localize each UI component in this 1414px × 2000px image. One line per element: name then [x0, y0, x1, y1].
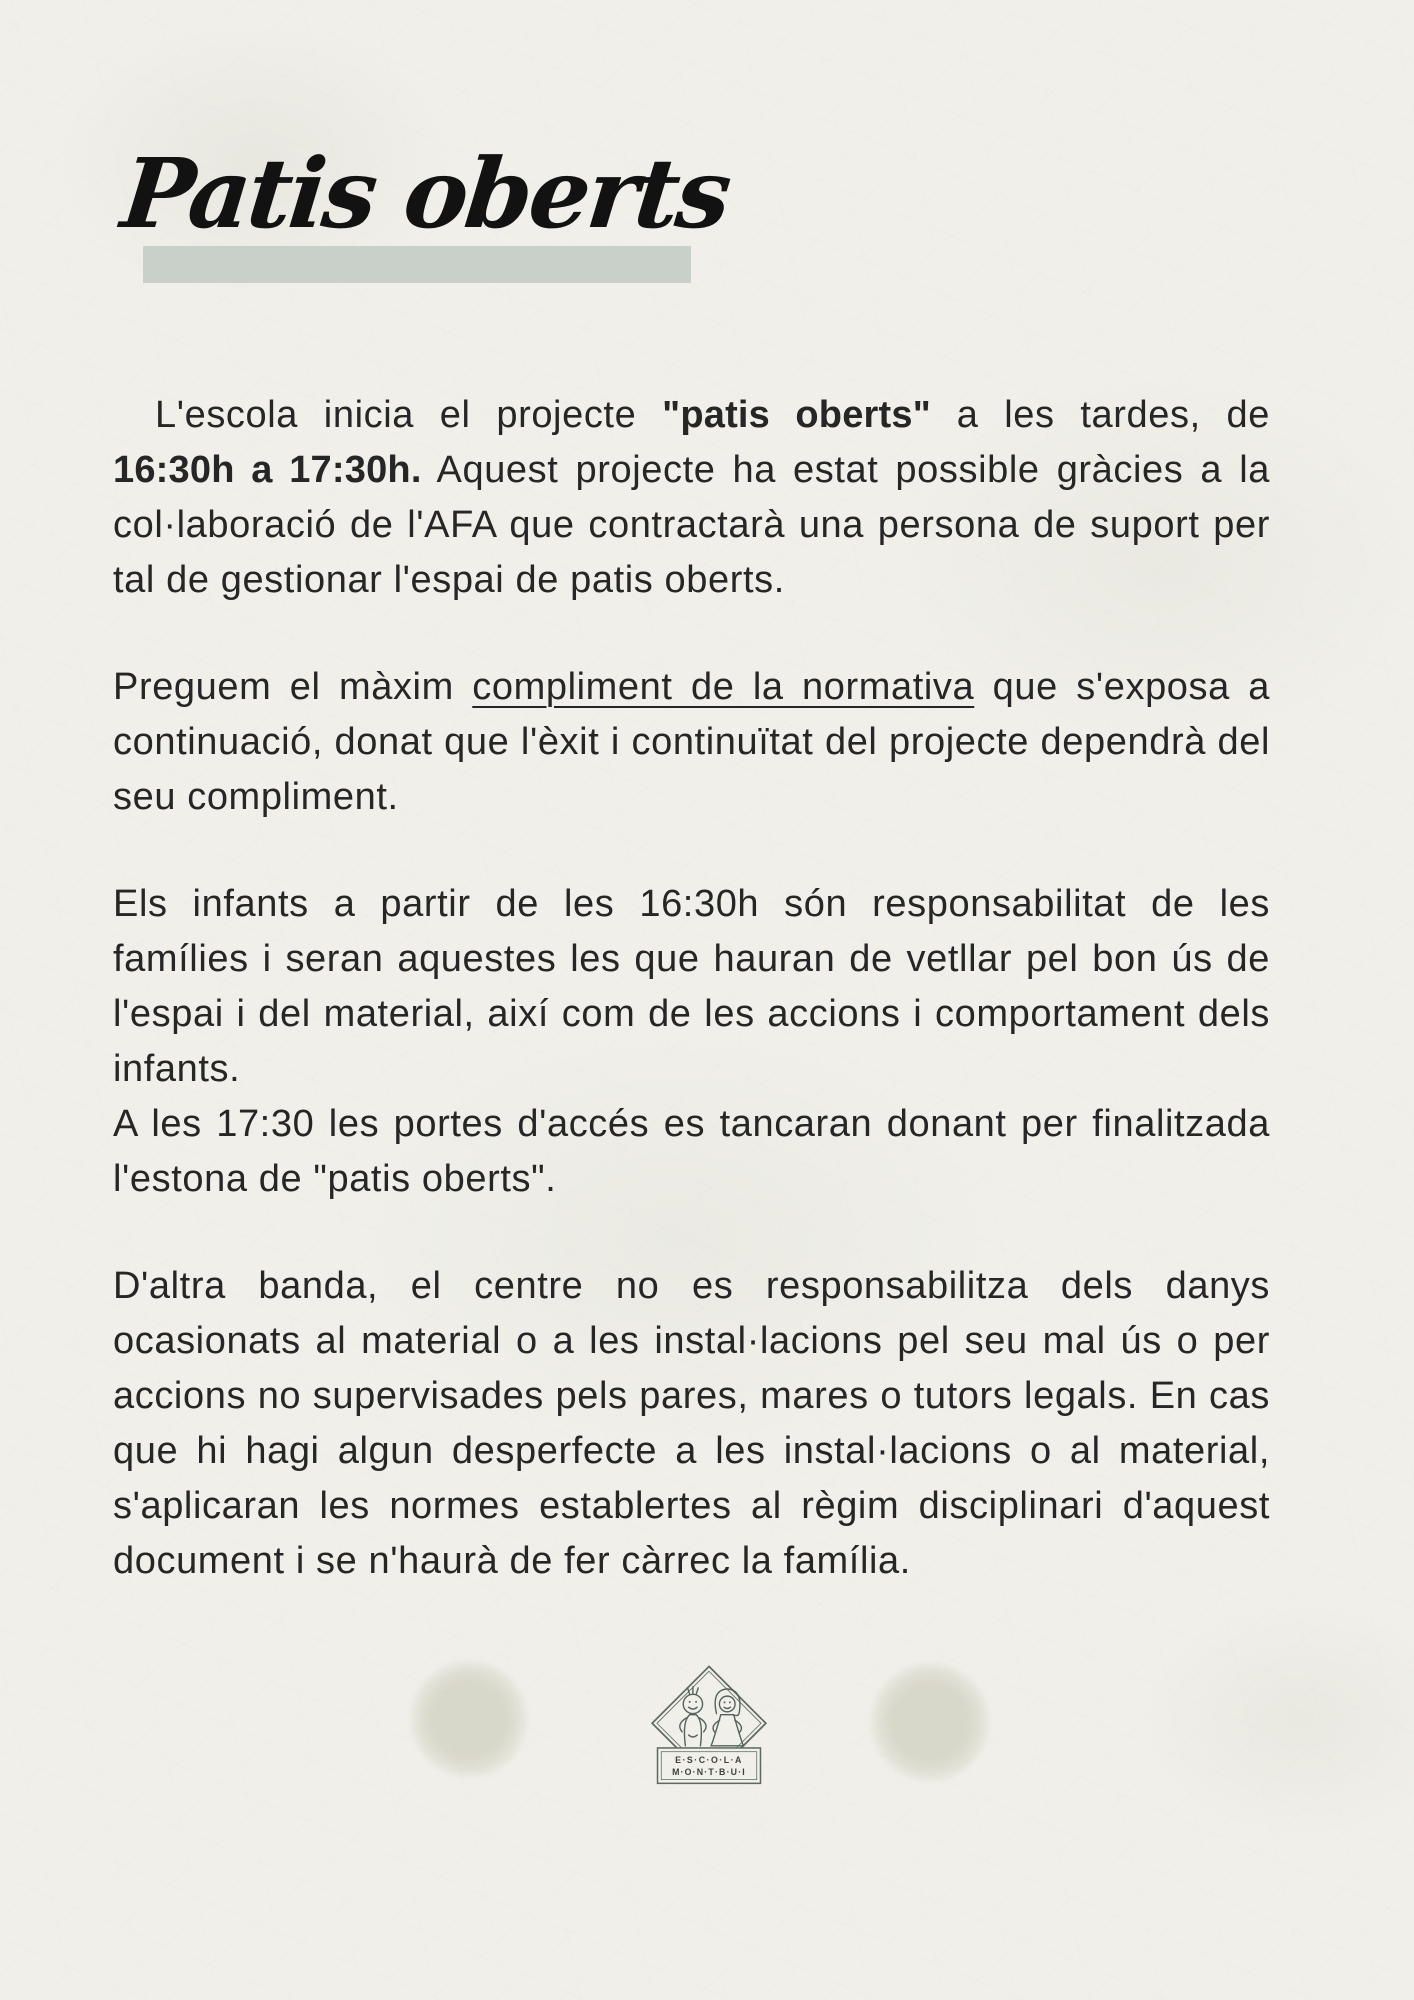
logo-school-name-line1: E·S·C·O·L·A [675, 1754, 743, 1765]
paragraph: D'altra banda, el centre no es responsabilitza dels danys ocasionats al material o a les instal·lacions pel seu mal ús o per accions no supervisades pels pares, mares o tutors legals. En cas que hi hagi algun desperfecte a les instal·lacions o al material, s'aplicaran les normes establertes al règim disciplinari d'aquest document i se n'haurà de fer càrrec la família. [113, 1265, 1270, 1582]
paragraph: Preguem el màxim compliment de la normativa que s'exposa a continuació, donat que l'èxit i continuïtat del projecte dependrà del seu compliment. [113, 666, 1271, 818]
escola-montbui-logo [650, 1664, 768, 1804]
body-text [113, 388, 1270, 1641]
logo-school-name-line2: M·O·N·T·B·U·I [672, 1766, 746, 1777]
school-logo-icon [650, 1664, 768, 1804]
title-block [113, 104, 734, 294]
paper-stain-right [870, 1662, 990, 1782]
logo-text-box [658, 1748, 761, 1783]
page-title: Patis oberts [116, 137, 734, 250]
paragraph: L'escola inicia el projecte "patis oberts" a les tardes, de 16:30h a 17:30h. Aquest projecte ha estat possible gràcies a la col·laboració de l'AFA que contractarà una persona de suport per tal de gestionar l'espai de patis oberts. [113, 394, 1271, 601]
paragraph: Els infants a partir de les 16:30h són responsabilitat de les famílies i seran aquestes les que hauran de vetllar pel bon ús de l'espai i del material, així com de les accions i comportament dels infants. A les 17:30 les portes d'accés es tancaran donant per finalitzada l'estona de "patis oberts". [113, 883, 1270, 1200]
paper-stain-left [410, 1660, 528, 1778]
